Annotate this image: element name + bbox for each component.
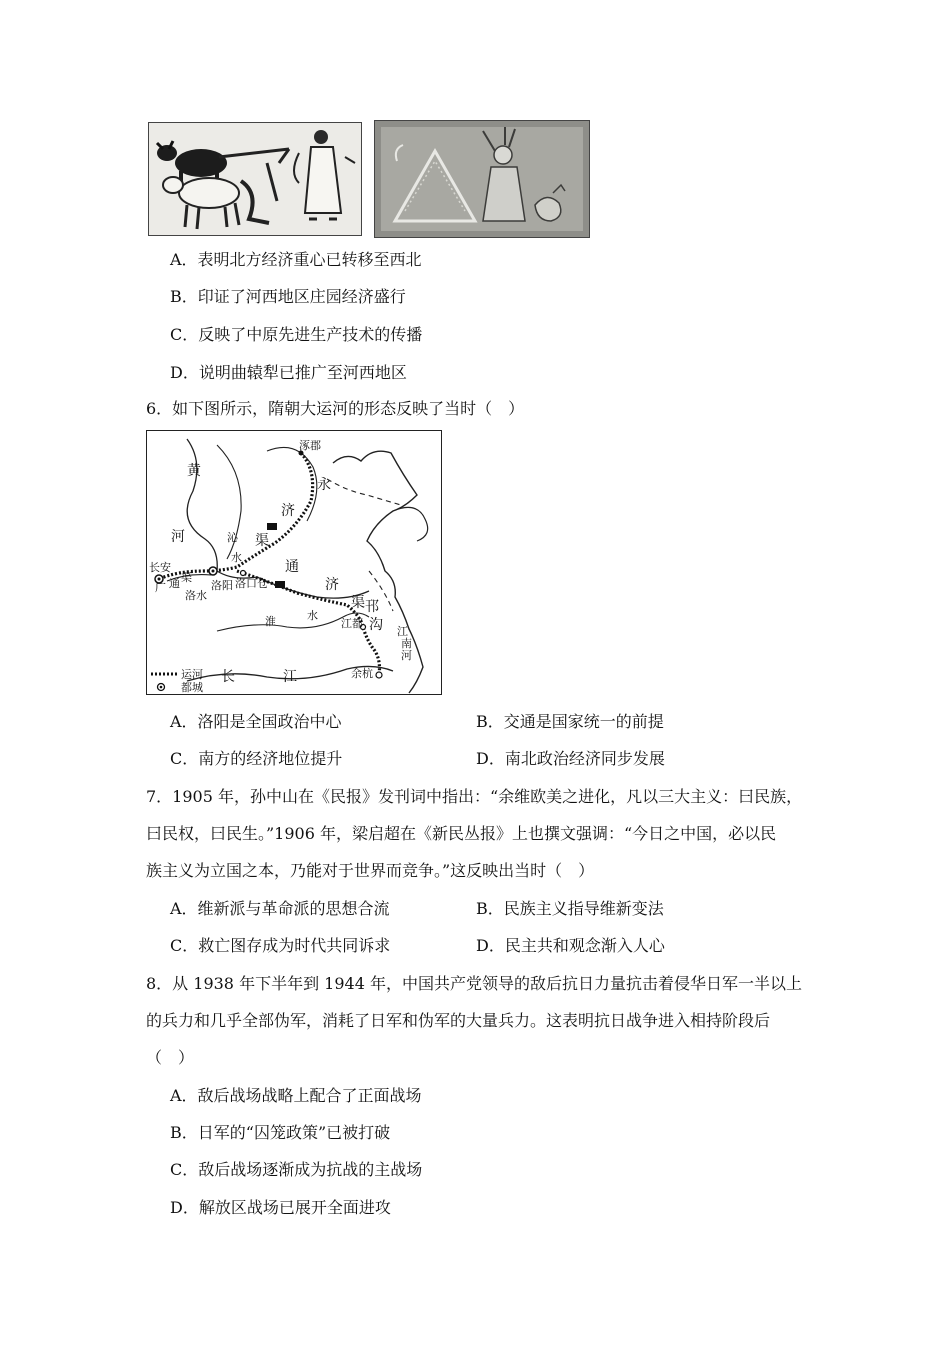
map-label-luoyang: 洛阳 (211, 579, 233, 592)
map-label-changan: 长安 (149, 561, 171, 574)
map-label-yong: 永 (317, 477, 331, 493)
sowing-brick-relief-image (374, 120, 590, 238)
legend-canal-label: 运河 (181, 668, 203, 681)
map-label-luokoucang: 洛口仓 (235, 577, 268, 590)
map-label-gou: 沟 (369, 617, 383, 633)
q6-option-c[interactable]: C．南方的经济地位提升 (170, 749, 343, 768)
map-label-zhuojun: 涿郡 (299, 439, 321, 452)
sowing-relief-drawing (375, 121, 589, 237)
map-label-he2: 河 (401, 649, 412, 662)
map-label-qu2: 渠 (181, 571, 192, 584)
map-label-luoshui: 洛水 (185, 589, 207, 602)
q6-stem: 6．如下图所示，隋朝大运河的形态反映了当时（ ） (146, 399, 525, 418)
map-label-ji1: 济 (281, 503, 295, 519)
map-label-qu3: 渠 (351, 595, 365, 611)
map-label-guang: 广 (155, 581, 166, 594)
q8-option-c[interactable]: C．敌后战场逐渐成为抗战的主战场 (170, 1160, 423, 1179)
map-label-tong2: 通 (285, 559, 299, 575)
granary-icon (275, 581, 285, 588)
map-label-huai: 淮 (265, 615, 276, 628)
map-label-jiangdu: 江都 (341, 617, 363, 630)
q5-option-c[interactable]: C．反映了中原先进生产技术的传播 (170, 325, 423, 344)
q8-option-d[interactable]: D．解放区战场已展开全面进攻 (170, 1198, 391, 1217)
legend-capital-label: 都城 (181, 681, 203, 694)
granary-icon (267, 523, 277, 530)
q7-option-c[interactable]: C．救亡图存成为时代共同诉求 (170, 936, 391, 955)
map-label-chang: 长 (221, 669, 235, 685)
map-label-han: 邗 (365, 599, 379, 615)
q5-option-b[interactable]: B．印证了河西地区庄园经济盛行 (170, 287, 406, 306)
map-label-yuhang: 余杭 (351, 667, 373, 680)
q8-stem-line1: 8．从 1938 年下半年到 1944 年，中国共产党领导的敌后抗日力量抗击着侵华日军一半以上 (146, 974, 802, 993)
q6-option-d[interactable]: D．南北政治经济同步发展 (476, 749, 665, 768)
sui-grand-canal-map (146, 430, 442, 695)
map-label-huang: 黄 (187, 463, 201, 479)
q7-option-b[interactable]: B．民族主义指导维新变法 (476, 899, 664, 918)
map-label-ji2: 济 (325, 577, 339, 593)
map-label-jiang-south: 江 (397, 625, 408, 638)
q6-option-b[interactable]: B．交通是国家统一的前提 (476, 712, 664, 731)
q5-option-a[interactable]: A．表明北方经济重心已转移至西北 (170, 250, 422, 269)
q7-option-d[interactable]: D．民主共和观念渐入人心 (476, 936, 665, 955)
q6-option-a[interactable]: A．洛阳是全国政治中心 (170, 712, 342, 731)
q7-stem-line1: 7．1905 年，孙中山在《民报》发刊词中指出：“余维欧美之进化，凡以三大主义：曰民族， (146, 787, 803, 806)
ox-plowing-mural-image (148, 122, 362, 236)
canal-map-svg (147, 431, 441, 694)
map-label-nan: 南 (401, 637, 412, 650)
q7-stem-line3: 族主义为立国之本，乃能对于世界而竞争。”这反映出当时（ ） (146, 861, 595, 880)
map-label-shui1: 水 (231, 551, 242, 564)
q7-stem-line2: 曰民权，曰民生。”1906 年，梁启超在《新民丛报》上也撰文强调：“今日之中国，必以民 (146, 824, 777, 843)
map-label-tong1: 通 (169, 577, 180, 590)
q5-option-d[interactable]: D．说明曲辕犁已推广至河西地区 (170, 363, 407, 382)
map-label-he: 河 (171, 529, 185, 545)
q8-option-a[interactable]: A．敌后战场战略上配合了正面战场 (170, 1086, 422, 1105)
q8-option-b[interactable]: B．日军的“囚笼政策”已被打破 (170, 1123, 391, 1142)
q8-stem-line3: （ ） (146, 1048, 195, 1067)
map-label-jiang: 江 (283, 669, 297, 685)
q7-option-a[interactable]: A．维新派与革命派的思想合流 (170, 899, 390, 918)
q8-stem-line2: 的兵力和几乎全部伪军，消耗了日军和伪军的大量兵力。这表明抗日战争进入相持阶段后 (146, 1011, 771, 1030)
map-label-qu1: 渠 (255, 533, 269, 549)
ox-plowing-drawing (149, 123, 361, 235)
map-label-shui2: 水 (307, 609, 318, 622)
map-label-qin: 沁 (227, 531, 238, 544)
